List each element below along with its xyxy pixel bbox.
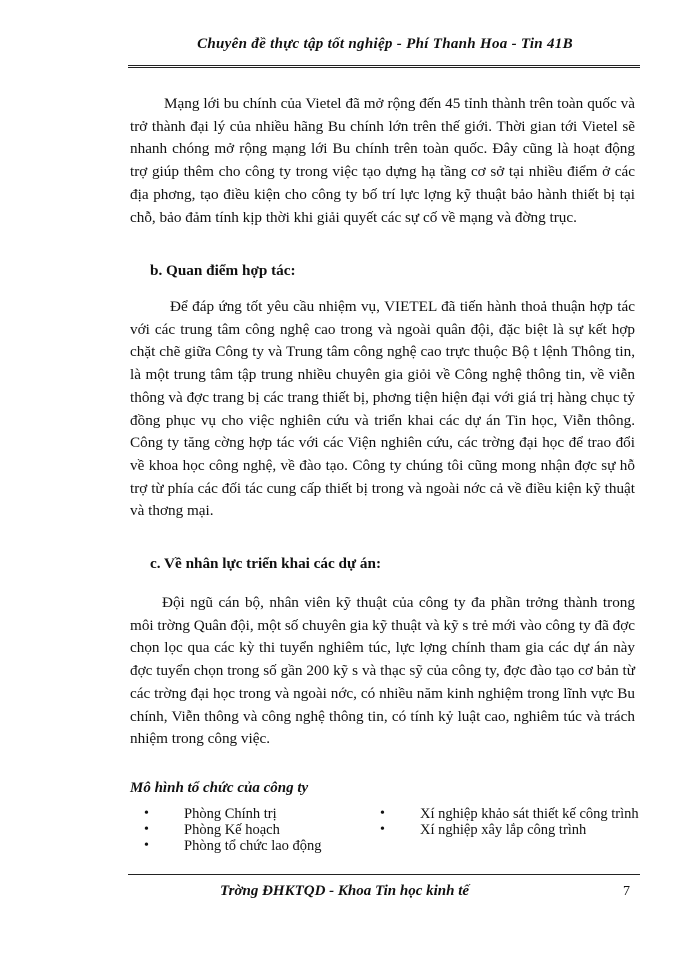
footer-divider [128, 874, 640, 875]
page-header: Chuyên đề thực tập tốt nghiệp - Phí Thanh Hoa - Tin 41B [197, 36, 573, 52]
paragraph-personnel: Đội ngũ cán bộ, nhân viên kỹ thuật của công ty đa phần trởng thành trong môi trờng Quân đội, một số chuyên gia kỹ thuật và kỹ s trẻ mới vào công ty đã đợc chọn lọc qua các kỳ thi tuyển nghiêm túc, lực lợng chính tham gia các dự án này đợc tuyển chọn trong số gần 200 kỹ s và thạc sỹ của công ty, đợc đào tạo cơ bản từ các trờng đại học trong và ngoài nớc, có nhiều năm kinh nghiệm trong lĩnh vực Bu chính, Viễn thông và công nghệ thông tin, có tính kỷ luật cao, nghiêm túc và trách nhiệm trong công việc. [130, 594, 635, 748]
list-item [380, 806, 640, 822]
org-item-label: Xí nghiệp khảo sát thiết kế công trình [420, 806, 639, 822]
org-list-right [380, 806, 640, 838]
org-item-label: Xí nghiệp xây lắp công trình [420, 822, 587, 838]
org-item-label: Phòng Chính trị [184, 806, 277, 822]
bullet-icon: • [380, 822, 385, 837]
org-chart-title: Mô hình tổ chức của công ty [130, 780, 309, 796]
heading-personnel: c. Về nhân lực triển khai các dự án: [150, 555, 382, 572]
bullet-icon: • [144, 806, 149, 821]
page-footer: Trờng ĐHKTQD - Khoa Tin học kinh tế [220, 883, 470, 899]
paragraph-network: Mạng lới bu chính của Vietel đã mở rộng đến 45 tỉnh thành trên toàn quốc và trở thành đại lý của nhiều hãng Bu chính lớn trên thế giới. Thời gian tới Vietel sẽ nhanh chóng mở rộng mạng lới Bu chính trên toàn quốc. Đây cũng là hoạt động trợ giúp thêm cho công ty trong việc tạo dựng hạ tầng cơ sở tại nhiều điểm ở các địa phơng, tạo điều kiện cho công ty bố trí lực lợng kỹ thuật bảo hành thiết bị tại chỗ, bảo đảm tính kịp thời khi giải quyết các sự cố về mạng và đờng trục. [130, 95, 635, 226]
header-divider [128, 65, 640, 68]
bullet-icon: • [144, 838, 149, 853]
org-list-left [144, 806, 364, 854]
paragraph-cooperation: Để đáp ứng tốt yêu cầu nhiệm vụ, VIETEL đã tiến hành thoả thuận hợp tác với các trung tâm công nghệ cao trong và ngoài quân đội, đặc biệt là sự kết hợp chặt chẽ giữa Công ty và Trung tâm công nghệ cao trực thuộc Bộ t lệnh Thông tin, là một trung tâm tập trung nhiều chuyên gia giỏi về Công nghệ thông tin, về viễn thông và đợc trang bị các trang thiết bị, phơng tiện hiện đại với giá trị hàng chục tỷ đồng phục vụ cho việc nghiên cứu và triển khai các dự án Tin học, Viễn thông. Công ty tăng cờng hợp tác với các Viện nghiên cứu, các trờng đại học để trao đổi về khoa học công nghệ, về đào tạo. Công ty chúng tôi cũng mong nhận đợc sự hỗ trợ từ phía các đối tác cung cấp thiết bị trong và ngoài nớc cả về điều kiện kỹ thuật và thơng mại. [130, 298, 635, 520]
list-item [380, 822, 640, 838]
list-item [144, 806, 364, 822]
heading-cooperation: b. Quan điểm hợp tác: [150, 262, 296, 279]
bullet-icon: • [380, 806, 385, 821]
bullet-icon: • [144, 822, 149, 837]
list-item [144, 822, 364, 838]
org-item-label: Phòng Kế hoạch [184, 822, 280, 838]
page-number: 7 [623, 884, 630, 899]
list-item [144, 838, 364, 854]
org-item-label: Phòng tổ chức lao động [184, 838, 322, 854]
